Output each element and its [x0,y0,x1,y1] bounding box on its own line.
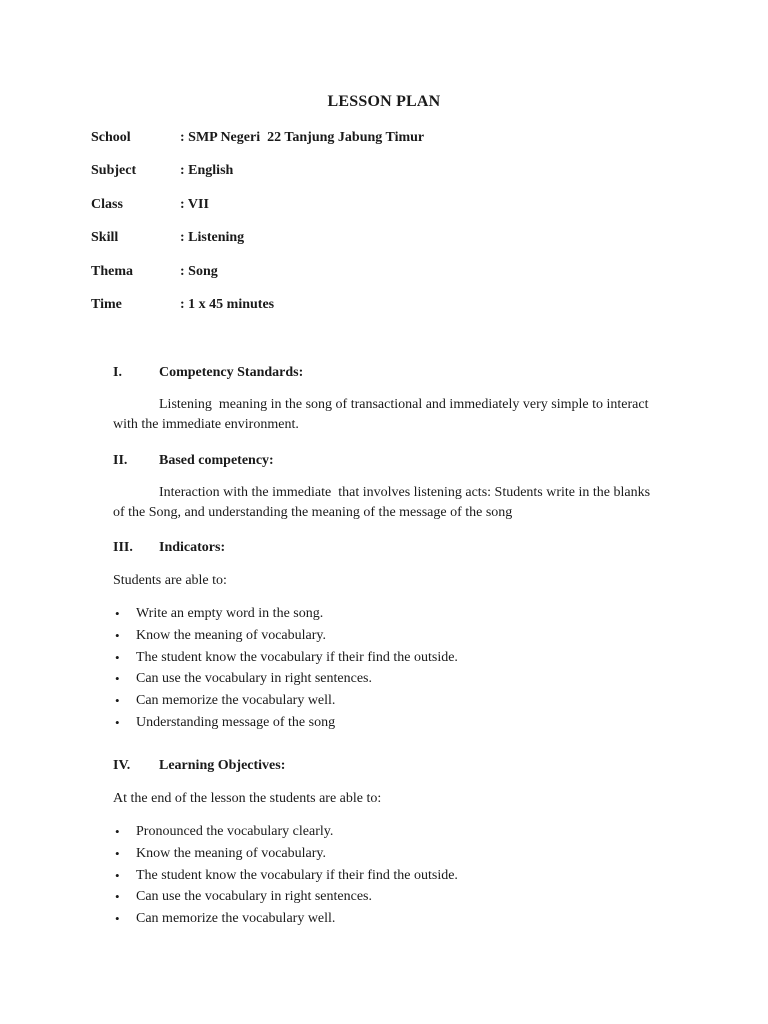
section-competency-standards [113,365,653,435]
section-title: Learning Objectives: [159,758,286,773]
info-value: : SMP Negeri 22 Tanjung Jabung Timur [180,130,425,145]
info-value: : VII [180,196,209,212]
bullet-icon: • [115,714,120,730]
info-table [91,130,424,330]
list-item [113,715,653,737]
section-title: Based competency: [159,453,274,468]
list-item-text: Can use the vocabulary in right sentences. [136,671,372,687]
list-item [113,911,653,933]
section-indicators [113,540,653,737]
info-value: : Listening [180,230,245,246]
bullet-icon: • [115,693,120,709]
section-heading [113,540,653,556]
bullet-icon: • [115,889,120,905]
section-heading [113,453,653,469]
list-item-text: The student know the vocabulary if their find the outside. [136,867,458,883]
section-number: II. [113,453,128,468]
section-number: IV. [113,758,131,773]
info-label: Time [91,296,122,312]
bullet-icon: • [115,649,120,665]
section-lead-text: Students are able to: [113,573,227,588]
page-title: LESSON PLAN [327,93,441,110]
section-number: I. [113,365,122,380]
info-label: School [91,130,131,145]
info-value: : Song [180,263,218,279]
section-learning-objectives [113,758,653,933]
bullet-icon: • [115,824,120,839]
bullet-icon: • [115,627,120,643]
bullet-icon: • [115,845,120,861]
section-paragraph: Interaction with the immediate that involves listening acts: Students write in the blanks of the Song, and understanding the meaning of the message of the song [113,485,654,520]
section-heading [113,758,653,774]
list-item [113,846,653,868]
section-title: Indicators: [159,540,226,555]
section-paragraph: Listening meaning in the song of transactional and immediately very simple to interact with the immediate environment. [113,397,652,432]
list-item-text: Pronounced the vocabulary clearly. [136,824,334,839]
list-item [113,824,653,846]
list-item-text: Can memorize the vocabulary well. [136,911,336,927]
list-item [113,693,653,715]
info-row-time [91,297,424,330]
list-item-text: The student know the vocabulary if their find the outside. [136,649,458,665]
info-label: Class [91,196,123,212]
bullet-icon: • [115,911,120,927]
info-row-skill [91,230,424,263]
bullet-icon: • [115,671,120,687]
list-item [113,606,653,628]
list-item-text: Know the meaning of vocabulary. [136,627,326,643]
info-row-class [91,197,424,230]
bullet-icon: • [115,867,120,883]
list-item [113,889,653,911]
list-item-text: Know the meaning of vocabulary. [136,845,326,861]
list-item-text: Can use the vocabulary in right sentences. [136,889,372,905]
section-based-competency [113,453,653,523]
info-label: Skill [91,230,119,246]
section-number: III. [113,540,133,555]
list-item [113,671,653,693]
list-item-text: Understanding message of the song [136,714,336,730]
list-item-text: Write an empty word in the song. [136,606,324,621]
list-item [113,650,653,672]
section-heading [113,365,653,381]
bullet-icon: • [115,606,120,621]
info-row-school [91,130,424,163]
section-lead-text: At the end of the lesson the students are able to: [113,791,382,806]
list-item-text: Can memorize the vocabulary well. [136,693,336,709]
info-label: Thema [91,263,133,279]
objectives-list [113,824,653,933]
info-value: : English [180,163,234,179]
info-row-subject [91,163,424,196]
section-title: Competency Standards: [159,365,304,380]
info-label: Subject [91,163,137,179]
indicators-list [113,606,653,737]
list-item [113,868,653,890]
info-row-thema [91,264,424,297]
info-value: : 1 x 45 minutes [180,296,275,312]
list-item [113,628,653,650]
